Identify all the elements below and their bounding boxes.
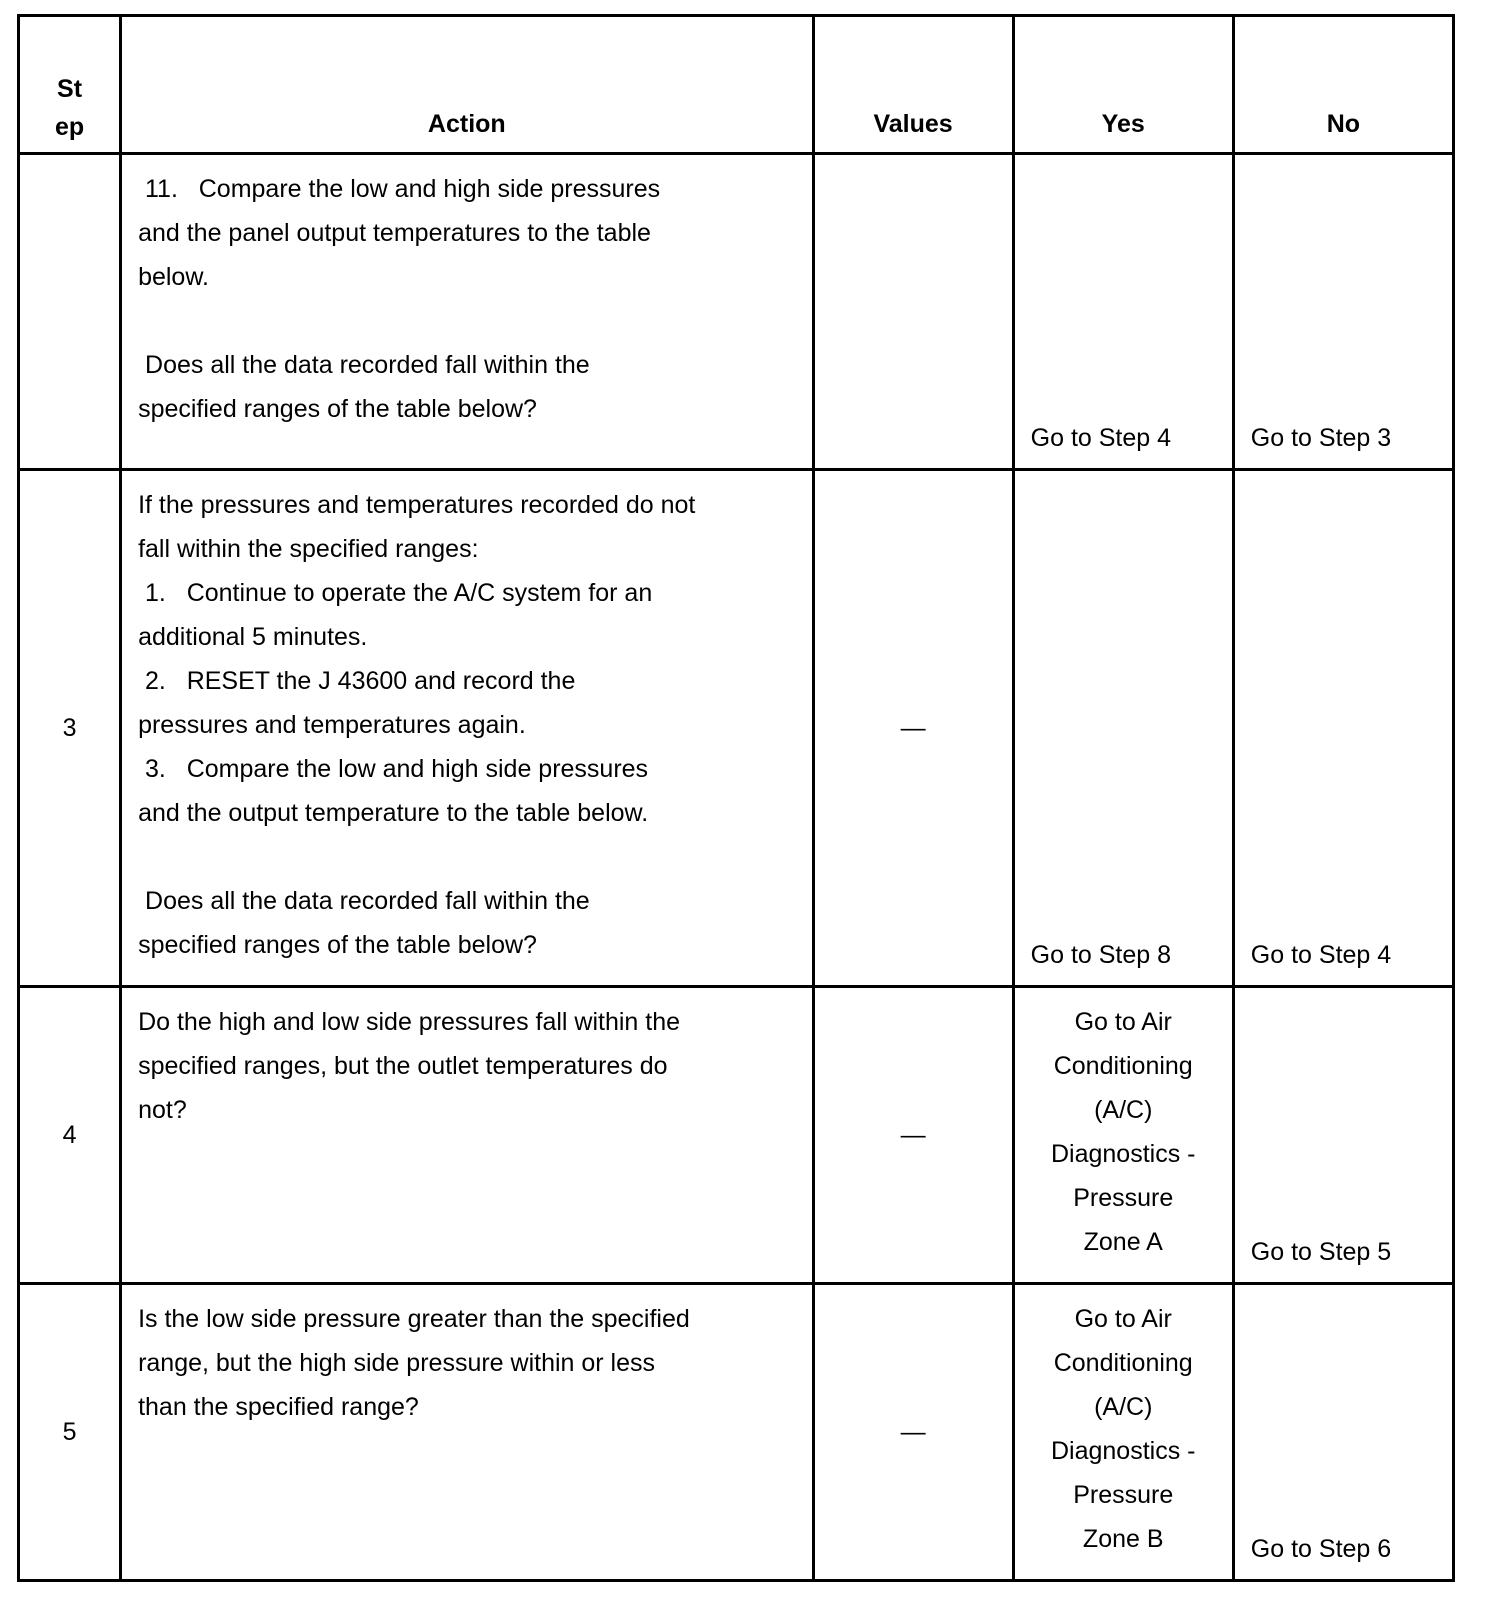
action-line: Is the low side pressure greater than the specified bbox=[138, 1305, 690, 1333]
action-line: range, but the high side pressure within or less bbox=[138, 1349, 656, 1377]
header-action: Action bbox=[121, 16, 813, 154]
yes-line: Pressure bbox=[1073, 1481, 1174, 1509]
step-number bbox=[19, 154, 121, 470]
yes-cell bbox=[1013, 154, 1233, 470]
action-text bbox=[121, 154, 813, 470]
action-line: specified ranges of the table below? bbox=[138, 395, 537, 423]
action-line: Does all the data recorded fall within the bbox=[138, 887, 590, 915]
no-cell: Go to Step 4 bbox=[1233, 470, 1453, 987]
yes-line: Go to Air bbox=[1074, 1008, 1172, 1036]
yes-cell bbox=[1013, 1284, 1233, 1581]
no-cell: Go to Step 5 bbox=[1233, 987, 1453, 1284]
action-text bbox=[121, 1284, 813, 1581]
yes-line: Go to Step 4 bbox=[1030, 424, 1172, 452]
values-cell: — bbox=[813, 987, 1013, 1284]
action-line: and the panel output temperatures to the table bbox=[138, 219, 651, 247]
action-blank-line bbox=[138, 299, 803, 343]
step-number: 5 bbox=[19, 1284, 121, 1581]
yes-line: Conditioning bbox=[1053, 1349, 1193, 1377]
yes-line: Conditioning bbox=[1053, 1052, 1193, 1080]
header-step-line2: ep bbox=[54, 113, 85, 141]
header-yes: Yes bbox=[1013, 16, 1233, 154]
diagnostic-steps-table bbox=[17, 14, 1455, 1582]
action-text bbox=[121, 470, 813, 987]
values-cell: — bbox=[813, 1284, 1013, 1581]
action-text bbox=[121, 987, 813, 1284]
action-line: and the output temperature to the table below. bbox=[138, 799, 649, 827]
action-line: fall within the specified ranges: bbox=[138, 535, 479, 563]
yes-line: Go to Step 8 bbox=[1030, 941, 1172, 969]
no-cell: Go to Step 6 bbox=[1233, 1284, 1453, 1581]
table-header-row bbox=[19, 16, 1454, 154]
header-values: Values bbox=[813, 16, 1013, 154]
action-line: below. bbox=[138, 263, 209, 291]
yes-line: Go to Air bbox=[1074, 1305, 1172, 1333]
header-step-line1: St bbox=[57, 75, 83, 103]
table-row bbox=[19, 470, 1454, 987]
action-line: specified ranges, but the outlet temperatures do bbox=[138, 1052, 668, 1080]
yes-line: Diagnostics - bbox=[1050, 1140, 1196, 1168]
action-line: specified ranges of the table below? bbox=[138, 931, 537, 959]
yes-cell bbox=[1013, 987, 1233, 1284]
action-line: 2. RESET the J 43600 and record the bbox=[138, 667, 576, 695]
yes-line: Zone A bbox=[1083, 1228, 1163, 1256]
action-blank-line bbox=[138, 835, 803, 879]
yes-cell bbox=[1013, 470, 1233, 987]
values-cell: — bbox=[813, 470, 1013, 987]
step-number: 3 bbox=[19, 470, 121, 987]
table-row bbox=[19, 154, 1454, 470]
yes-line: Zone B bbox=[1082, 1525, 1164, 1553]
yes-line: Diagnostics - bbox=[1050, 1437, 1196, 1465]
yes-line: Pressure bbox=[1073, 1184, 1174, 1212]
action-line: pressures and temperatures again. bbox=[138, 711, 526, 739]
action-line: than the specified range? bbox=[138, 1393, 419, 1421]
table-row bbox=[19, 987, 1454, 1284]
action-line: If the pressures and temperatures recorded do not bbox=[138, 491, 696, 519]
action-line: 11. Compare the low and high side pressures bbox=[138, 175, 661, 203]
action-line: Does all the data recorded fall within the bbox=[138, 351, 590, 379]
step-number: 4 bbox=[19, 987, 121, 1284]
action-line: Do the high and low side pressures fall within the bbox=[138, 1008, 681, 1036]
yes-line: (A/C) bbox=[1094, 1096, 1153, 1124]
action-line: 3. Compare the low and high side pressures bbox=[138, 755, 649, 783]
action-line: 1. Continue to operate the A/C system for an bbox=[138, 579, 653, 607]
table-row bbox=[19, 1284, 1454, 1581]
values-cell bbox=[813, 154, 1013, 470]
no-cell: Go to Step 3 bbox=[1233, 154, 1453, 470]
header-step bbox=[19, 16, 121, 154]
header-no: No bbox=[1233, 16, 1453, 154]
action-line: not? bbox=[138, 1096, 187, 1124]
yes-line: (A/C) bbox=[1094, 1393, 1153, 1421]
action-line: additional 5 minutes. bbox=[138, 623, 368, 651]
